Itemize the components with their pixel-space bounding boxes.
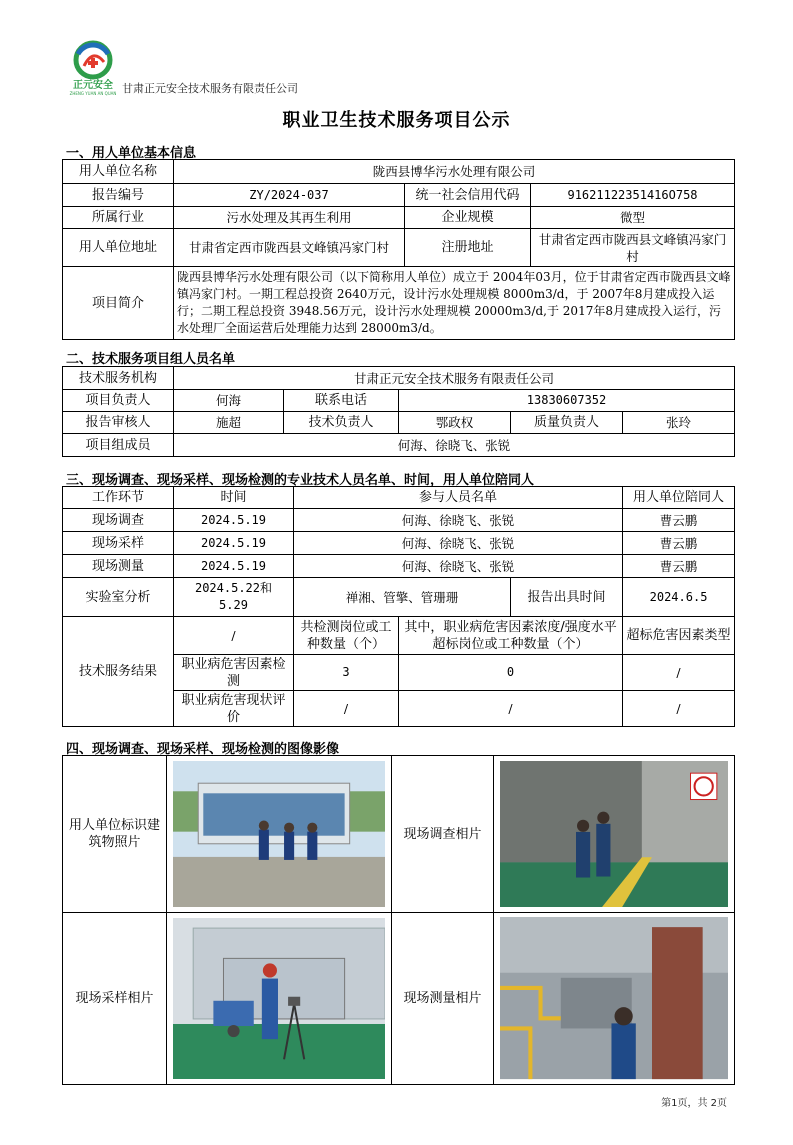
result-col1: /	[174, 617, 294, 655]
people: 何海、徐晓飞、张锐	[294, 555, 623, 578]
tech-lead: 鄂政权	[399, 412, 511, 434]
people: 何海、徐晓飞、张锐	[294, 532, 623, 555]
table-row	[63, 509, 735, 532]
quality-label: 质量负责人	[511, 412, 623, 434]
sampling-photo	[173, 918, 385, 1080]
result-col4: 超标危害因素类型	[623, 617, 735, 655]
pagination: 第1页，共 2页	[661, 1098, 727, 1109]
photo-table	[62, 755, 735, 1085]
industry-label: 所属行业	[63, 207, 174, 229]
header-escort: 用人单位陪同人	[623, 487, 735, 509]
escort: 曹云鹏	[623, 509, 735, 532]
time: 2024.5.19	[174, 555, 294, 578]
time: 2024.5.19	[174, 509, 294, 532]
eval-type: /	[623, 691, 735, 727]
unit-name-label: 用人单位名称	[63, 160, 174, 184]
basic-info-table	[62, 159, 735, 340]
result-col3: 其中，职业病危害因素浓度/强度水平超标岗位或工种数量（个）	[399, 617, 623, 655]
reviewer-label: 报告审核人	[63, 412, 174, 434]
report-time-label: 报告出具时间	[511, 578, 623, 617]
lab-label: 实验室分析	[63, 578, 174, 617]
lab-people: 禅湘、管擎、管珊珊	[294, 578, 511, 617]
leader: 何海	[174, 390, 284, 412]
report-no-label: 报告编号	[63, 184, 174, 207]
report-time: 2024.6.5	[623, 578, 735, 617]
report-no: ZY/2024-037	[174, 184, 405, 207]
detect-count: 3	[294, 655, 399, 691]
header-stage: 工作环节	[63, 487, 174, 509]
measurement-photo	[500, 917, 728, 1079]
photo2-label: 现场调查相片	[392, 756, 494, 913]
org-name: 甘肃正元安全技术服务有限责任公司	[174, 367, 735, 390]
photo1-label: 用人单位标识建筑物照片	[63, 756, 167, 913]
stage: 现场调查	[63, 509, 174, 532]
detect-type: /	[623, 655, 735, 691]
company-logo	[64, 38, 122, 96]
header-people: 参与人员名单	[294, 487, 623, 509]
leader-label: 项目负责人	[63, 390, 174, 412]
reg-address: 甘肃省定西市陇西县文峰镇冯家门村	[531, 229, 735, 267]
project-intro: 陇西县博华污水处理有限公司（以下简称用人单位）成立于 2004年03月，位于甘肃省定西市陇西县文峰镇冯家门村。一期工程总投资 2640万元，设计污水处理规模 8000m3/d，于 2007年8月建成投入运行；二期工程总投资 3948.56万元，设计污水处理规模 20000m3/d,于 2017年8月建成投入运行，污水处理厂全面运营后处理能力达到 28000m3/d。	[174, 267, 735, 340]
photo3-label: 现场采样相片	[63, 913, 167, 1085]
investigation-photo	[500, 761, 728, 908]
detect-label: 职业病危害因素检测	[174, 655, 294, 691]
header-time: 时间	[174, 487, 294, 509]
building-sign-photo	[173, 761, 385, 907]
eval-label: 职业病危害现状评价	[174, 691, 294, 727]
logo-subtext: ZHENG YUAN AN QUAN	[69, 91, 117, 96]
industry: 污水处理及其再生利用	[174, 207, 405, 229]
members: 何海、徐晓飞、张锐	[174, 434, 735, 457]
stage: 现场采样	[63, 532, 174, 555]
photo4-label: 现场测量相片	[392, 913, 494, 1085]
address-label: 用人单位地址	[63, 229, 174, 267]
phone: 13830607352	[399, 390, 735, 412]
unit-name: 陇西县博华污水处理有限公司	[174, 160, 735, 184]
intro-label: 项目简介	[63, 267, 174, 340]
members-label: 项目组成员	[63, 434, 174, 457]
section4-title: 四、现场调查、现场采样、现场检测的图像影像	[66, 742, 340, 757]
lab-time: 2024.5.22和5.29	[174, 578, 294, 617]
eval-count: /	[294, 691, 399, 727]
eval-exceed: /	[399, 691, 623, 727]
reviewer: 施超	[174, 412, 284, 434]
result-label: 技术服务结果	[63, 617, 174, 727]
time: 2024.5.19	[174, 532, 294, 555]
quality: 张玲	[623, 412, 735, 434]
escort: 曹云鹏	[623, 532, 735, 555]
table-row	[63, 532, 735, 555]
fieldwork-table	[62, 486, 735, 727]
table-row	[63, 555, 735, 578]
credit-code: 91621122351416O758	[531, 184, 735, 207]
escort: 曹云鹏	[623, 555, 735, 578]
people: 何海、徐晓飞、张锐	[294, 509, 623, 532]
credit-code-label: 统一社会信用代码	[405, 184, 531, 207]
page-title: 职业卫生技术服务项目公示	[282, 110, 511, 131]
team-table	[62, 366, 735, 457]
org-label: 技术服务机构	[63, 367, 174, 390]
company-name-header: 甘肃正元安全技术服务有限责任公司	[122, 82, 298, 95]
section3-title: 三、现场调查、现场采样、现场检测的专业技术人员名单、时间，用人单位陪同人	[66, 473, 535, 488]
stage: 现场测量	[63, 555, 174, 578]
detect-exceed: 0	[399, 655, 623, 691]
result-col2: 共检测岗位或工种数量（个）	[294, 617, 399, 655]
scale-label: 企业规模	[405, 207, 531, 229]
tech-lead-label: 技术负责人	[284, 412, 399, 434]
section2-title: 二、技术服务项目组人员名单	[66, 352, 236, 367]
phone-label: 联系电话	[284, 390, 399, 412]
section1-title: 一、用人单位基本信息	[66, 146, 197, 161]
logo-text: 正元安全	[73, 80, 113, 91]
address: 甘肃省定西市陇西县文峰镇冯家门村	[174, 229, 405, 267]
scale: 微型	[531, 207, 735, 229]
reg-address-label: 注册地址	[405, 229, 531, 267]
